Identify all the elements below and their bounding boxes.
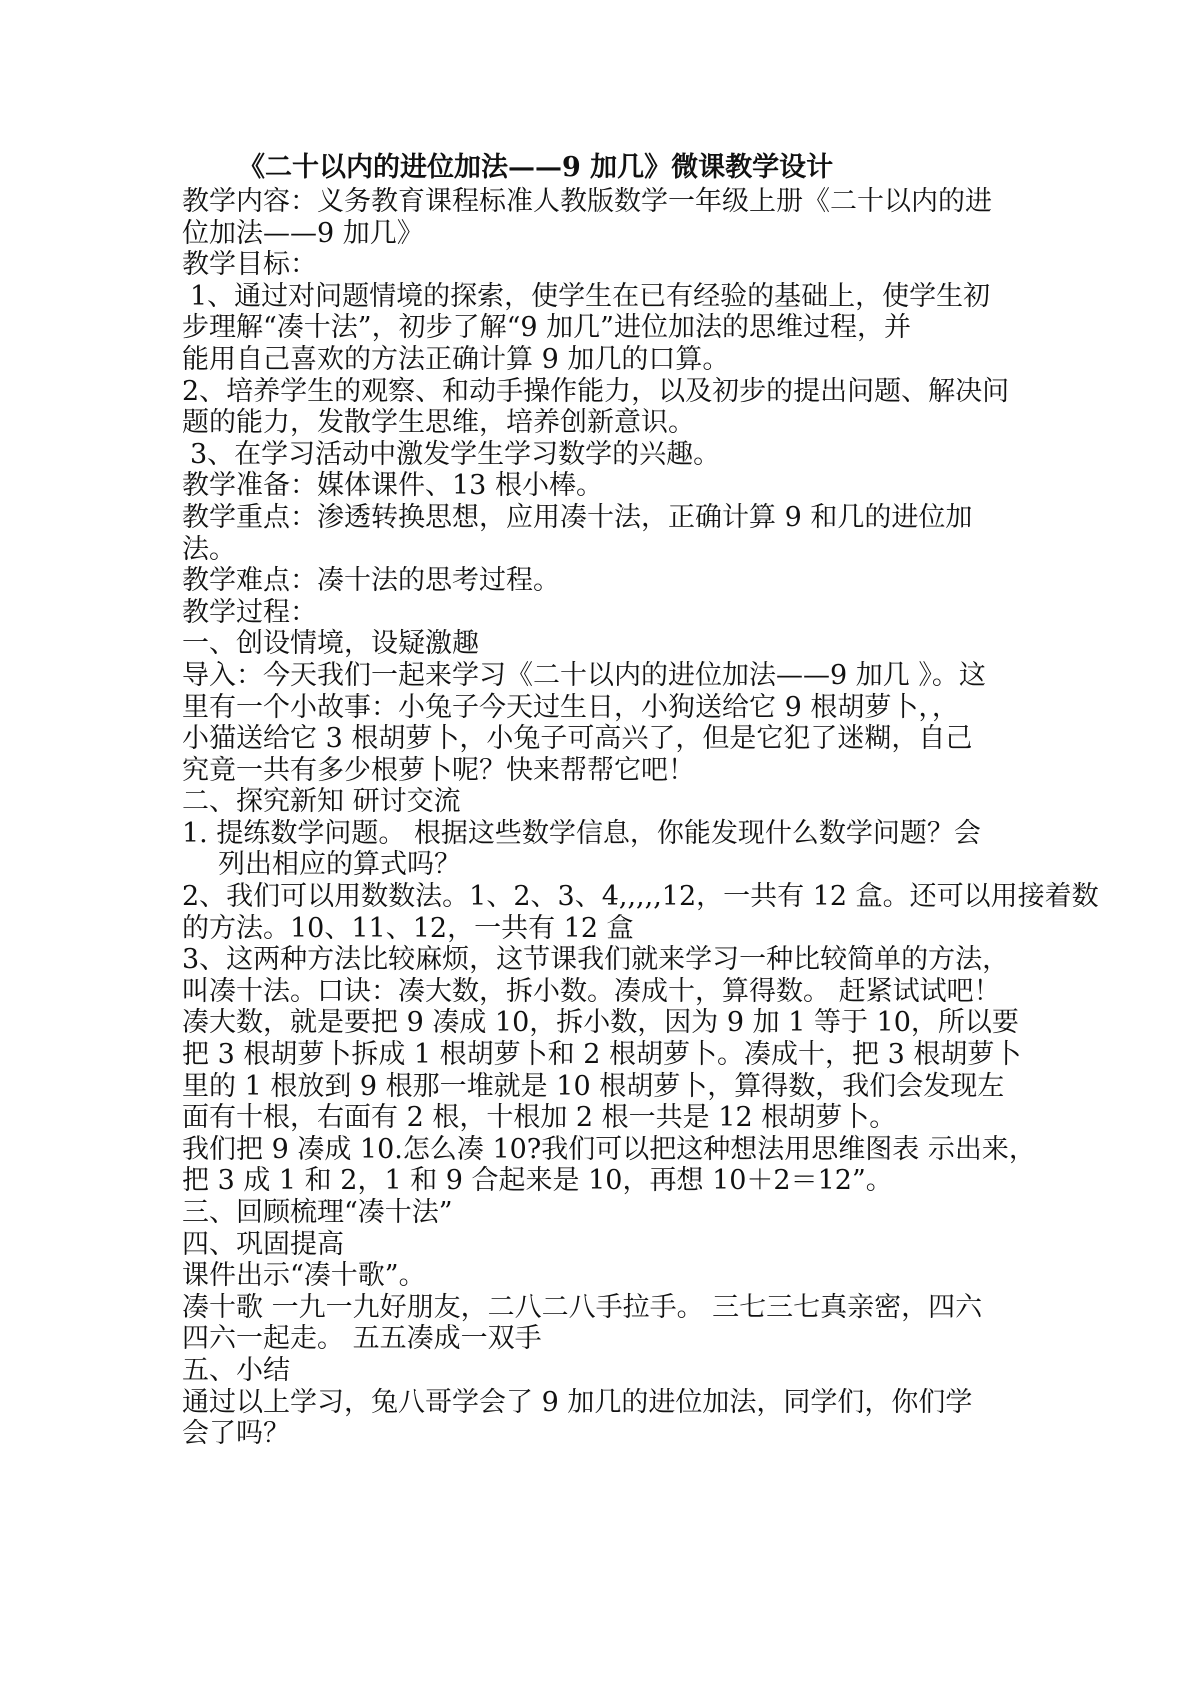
- content-line: 3、在学习活动中激发学生学习数学的兴趣。: [190, 438, 721, 470]
- content-line: 1、通过对问题情境的探索，使学生在已有经验的基础上，使学生初: [190, 280, 991, 312]
- content-line: 把 3 成 1 和 2，1 和 9 合起来是 10，再想 10＋2＝12”。: [182, 1165, 893, 1197]
- section-heading: 二、探究新知 研讨交流: [182, 786, 461, 818]
- section-heading: 教学过程：: [182, 596, 317, 628]
- section-heading: 教学目标：: [182, 249, 317, 281]
- content-line: 把 3 根胡萝卜拆成 1 根胡萝卜和 2 根胡萝卜。凑成十，把 3 根胡萝卜: [182, 1039, 1022, 1071]
- section-heading: 五、小结: [182, 1354, 290, 1386]
- content-line: 通过以上学习，兔八哥学会了 9 加几的进位加法，同学们，你们学: [182, 1386, 973, 1418]
- content-line: 位加法——9 加几》: [182, 217, 424, 249]
- content-line: 里的 1 根放到 9 根那一堆就是 10 根胡萝卜，算得数，我们会发现左: [182, 1070, 1005, 1102]
- content-line: 列出相应的算式吗？: [218, 849, 461, 881]
- section-heading: 三、回顾梳理“凑十法”: [182, 1197, 453, 1228]
- content-line: 小猫送给它 3 根胡萝卜，小兔子可高兴了，但是它犯了迷糊，自己: [182, 723, 973, 755]
- content-line: 凑十歌 一九一九好朋友，二八二八手拉手。 三七三七真亲密，四六: [182, 1291, 983, 1323]
- content-line: 2、培养学生的观察、和动手操作能力，以及初步的提出问题、解决问: [182, 375, 1010, 407]
- content-line: 2、我们可以用数数法。1、2、3、4,,,,,12，一共有 12 盒。还可以用接着数: [182, 881, 1099, 913]
- document-page: [182, 150, 1099, 1450]
- content-line: 导入：今天我们一起来学习《二十以内的进位加法——9 加几 》。这: [182, 659, 986, 691]
- content-line: 题的能力，发散学生思维，培养创新意识。: [182, 407, 695, 439]
- content-line: 四六一起走。 五五凑成一双手: [182, 1323, 542, 1355]
- content-line: 能用自己喜欢的方法正确计算 9 加几的口算。: [182, 343, 730, 375]
- content-line: 3、这两种方法比较麻烦，这节课我们就来学习一种比较简单的方法，: [182, 944, 1010, 976]
- content-line: 面有十根，右面有 2 根，十根加 2 根一共是 12 根胡萝卜。: [182, 1102, 897, 1134]
- content-line: 教学重点：渗透转换思想，应用凑十法，正确计算 9 和几的进位加: [182, 501, 973, 533]
- content-line: 会了吗？: [182, 1418, 290, 1450]
- content-line: 步理解“凑十法”，初步了解“9 加几”进位加法的思维过程，并: [182, 312, 911, 344]
- content-line: 的方法。10、11、12，一共有 12 盒: [182, 912, 634, 944]
- section-heading: 四、巩固提高: [182, 1228, 344, 1260]
- content-line: 究竟一共有多少根萝卜呢？快来帮帮它吧！: [182, 754, 695, 786]
- document-title: 《二十以内的进位加法——9 加几》微课教学设计: [238, 152, 834, 183]
- content-line: 教学内容：义务教育课程标准人教版数学一年级上册《二十以内的进: [182, 186, 992, 217]
- content-line: 教学准备：媒体课件、13 根小棒。: [182, 470, 603, 502]
- section-heading: 一、创设情境，设疑激趣: [182, 628, 479, 660]
- content-line: 凑大数，就是要把 9 凑成 10，拆小数，因为 9 加 1 等于 10，所以要: [182, 1007, 1019, 1039]
- content-line: 课件出示“凑十歌”。: [182, 1260, 426, 1292]
- content-line: 我们把 9 凑成 10.怎么凑 10?我们可以把这种想法用思维图表 示出来，: [182, 1133, 1036, 1165]
- content-line: 教学难点：凑十法的思考过程。: [182, 565, 560, 597]
- content-line: 里有一个小故事：小兔子今天过生日，小狗送给它 9 根胡萝卜，，: [182, 691, 959, 723]
- content-line: 叫凑十法。口诀：凑大数，拆小数。凑成十，算得数。 赶紧试试吧！: [182, 975, 1001, 1007]
- content-line: 1. 提练数学问题。 根据这些数学信息，你能发现什么数学问题？会: [182, 817, 981, 849]
- content-line: 法。: [182, 533, 236, 565]
